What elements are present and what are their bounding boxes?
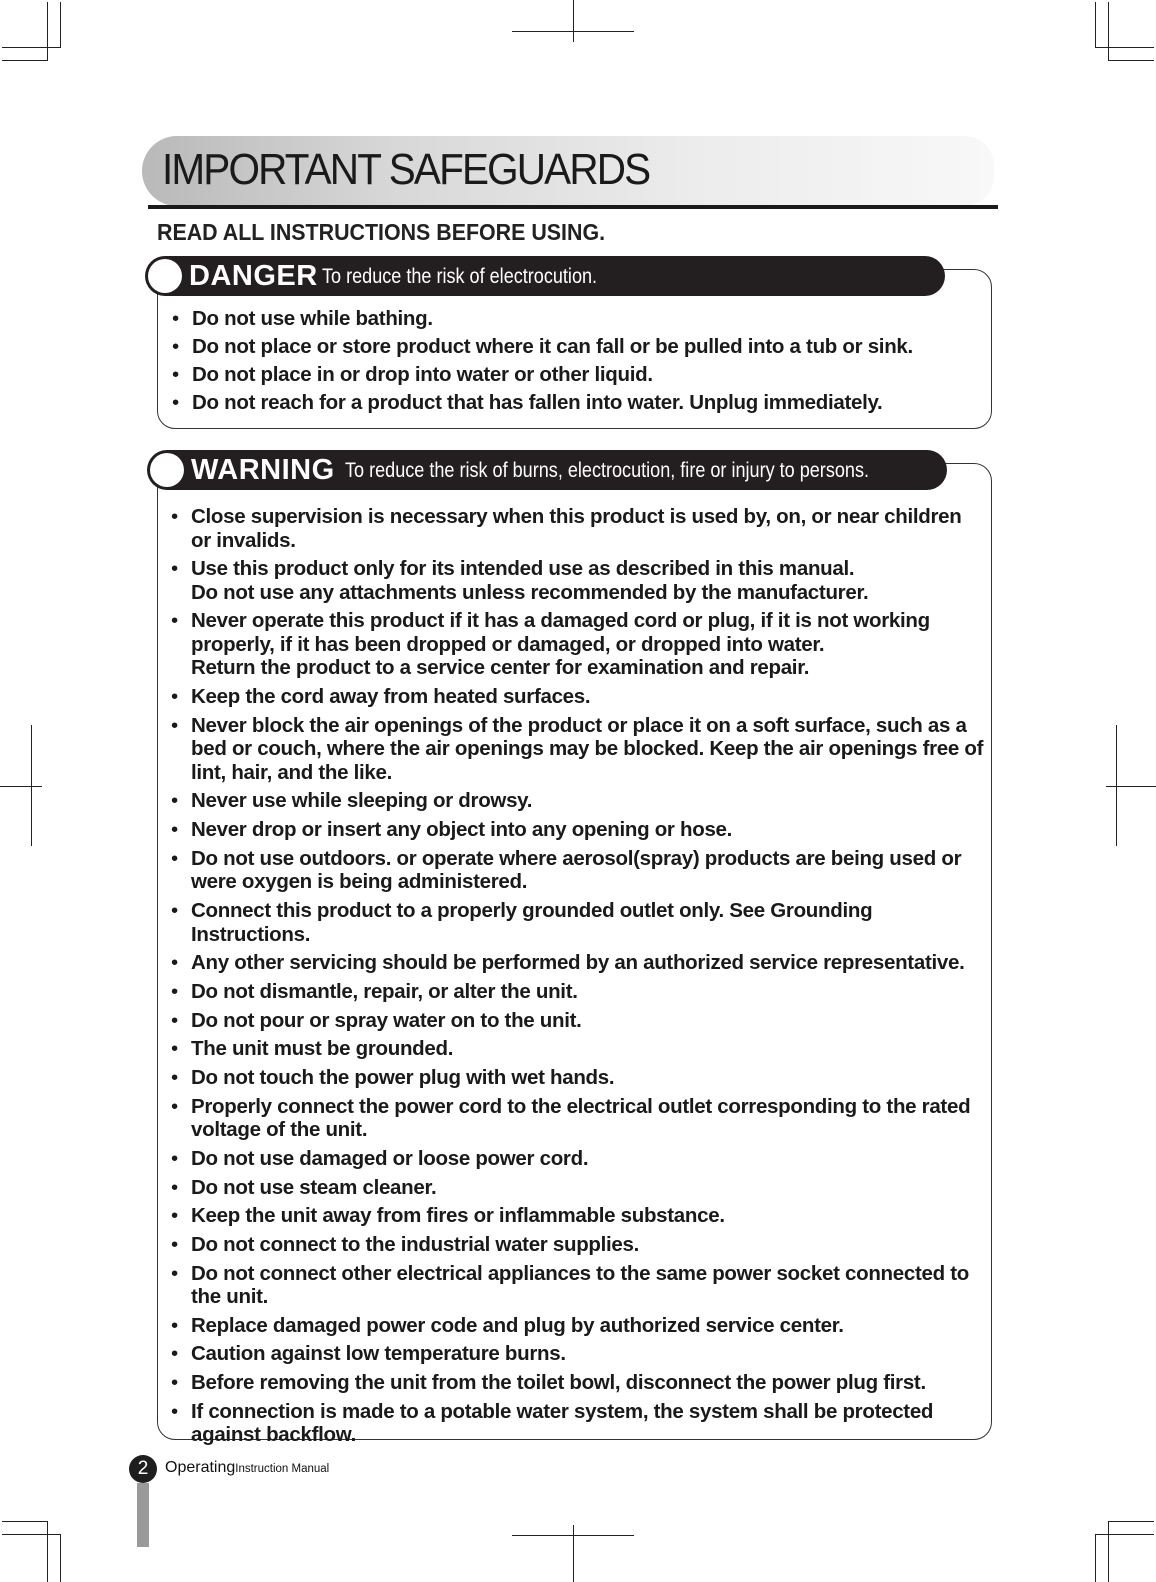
warning-label: WARNING [191, 454, 335, 486]
warning-item: • The unit must be grounded. [171, 1037, 986, 1061]
danger-label: DANGER [189, 260, 318, 292]
page-title: IMPORTANT SAFEGUARDS [162, 145, 650, 194]
warning-item: • Do not use steam cleaner. [171, 1176, 986, 1200]
warning-item: • Do not connect to the industrial water supplies. [171, 1233, 986, 1257]
danger-item: • Do not place in or drop into water or other liquid. [172, 363, 972, 387]
danger-list [172, 307, 972, 419]
warning-item: • Do not touch the power plug with wet hands. [171, 1066, 986, 1090]
danger-item: • Do not place or store product where it can fall or be pulled into a tub or sink. [172, 335, 972, 359]
warning-item: • Connect this product to a properly grounded outlet only. See Grounding Instructions. [171, 899, 986, 946]
footer-label-small: Instruction Manual [235, 1463, 330, 1475]
warning-subtitle: To reduce the risk of burns, electrocution, fire or injury to persons. [345, 459, 869, 482]
warning-list [171, 505, 986, 1452]
warning-item: • Properly connect the power cord to the electrical outlet corresponding to the rated voltage of the unit. [171, 1095, 986, 1142]
warning-item: • Caution against low temperature burns. [171, 1342, 986, 1366]
warning-item: • Close supervision is necessary when this product is used by, on, or near children or invalids. [171, 505, 986, 552]
warning-item: • Keep the cord away from heated surfaces. [171, 685, 986, 709]
danger-circle-icon [148, 259, 182, 293]
danger-header-bar [145, 256, 945, 296]
warning-item: • Never operate this product if it has a damaged cord or plug, if it is not working properly, if it has been dropped or damaged, or dropped into water. Return the product to a service center for examination and repair. [171, 609, 986, 680]
title-rule [148, 205, 998, 209]
warning-item: • Never block the air openings of the product or place it on a soft surface, such as a bed or couch, where the air openings may be blocked. Keep the air openings free of lint, hair, and the like. [171, 714, 986, 785]
warning-item: • Replace damaged power code and plug by authorized service center. [171, 1314, 986, 1338]
warning-item: • Do not connect other electrical appliances to the same power socket connected to the unit. [171, 1262, 986, 1309]
warning-item: • Keep the unit away from fires or inflammable substance. [171, 1204, 986, 1228]
footer-label-main: Operating [165, 1459, 236, 1476]
warning-header-bar [147, 450, 947, 490]
warning-item: • Do not use outdoors. or operate where aerosol(spray) products are being used or were oxygen is being administered. [171, 847, 986, 894]
footer-label [165, 1459, 329, 1477]
danger-item: • Do not use while bathing. [172, 307, 972, 331]
danger-subtitle: To reduce the risk of electrocution. [322, 265, 598, 288]
warning-item: • Never use while sleeping or drowsy. [171, 789, 986, 813]
warning-item: • Any other servicing should be performed by an authorized service representative. [171, 951, 986, 975]
page-number: 2 [129, 1455, 157, 1483]
warning-circle-icon [150, 453, 184, 487]
footer-side-strip [137, 1483, 149, 1547]
warning-item: • Before removing the unit from the toilet bowl, disconnect the power plug first. [171, 1371, 986, 1395]
danger-item: • Do not reach for a product that has fallen into water. Unplug immediately. [172, 391, 972, 415]
warning-item: • Do not use damaged or loose power cord. [171, 1147, 986, 1171]
warning-item: • Do not pour or spray water on to the unit. [171, 1009, 986, 1033]
warning-item: • If connection is made to a potable water system, the system shall be protected against backflow. [171, 1400, 986, 1447]
warning-item: • Use this product only for its intended use as described in this manual. Do not use any attachments unless recommended by the manufacturer. [171, 557, 986, 604]
warning-item: • Do not dismantle, repair, or alter the unit. [171, 980, 986, 1004]
warning-item: • Never drop or insert any object into any opening or hose. [171, 818, 986, 842]
read-all-instructions: READ ALL INSTRUCTIONS BEFORE USING. [157, 219, 606, 245]
